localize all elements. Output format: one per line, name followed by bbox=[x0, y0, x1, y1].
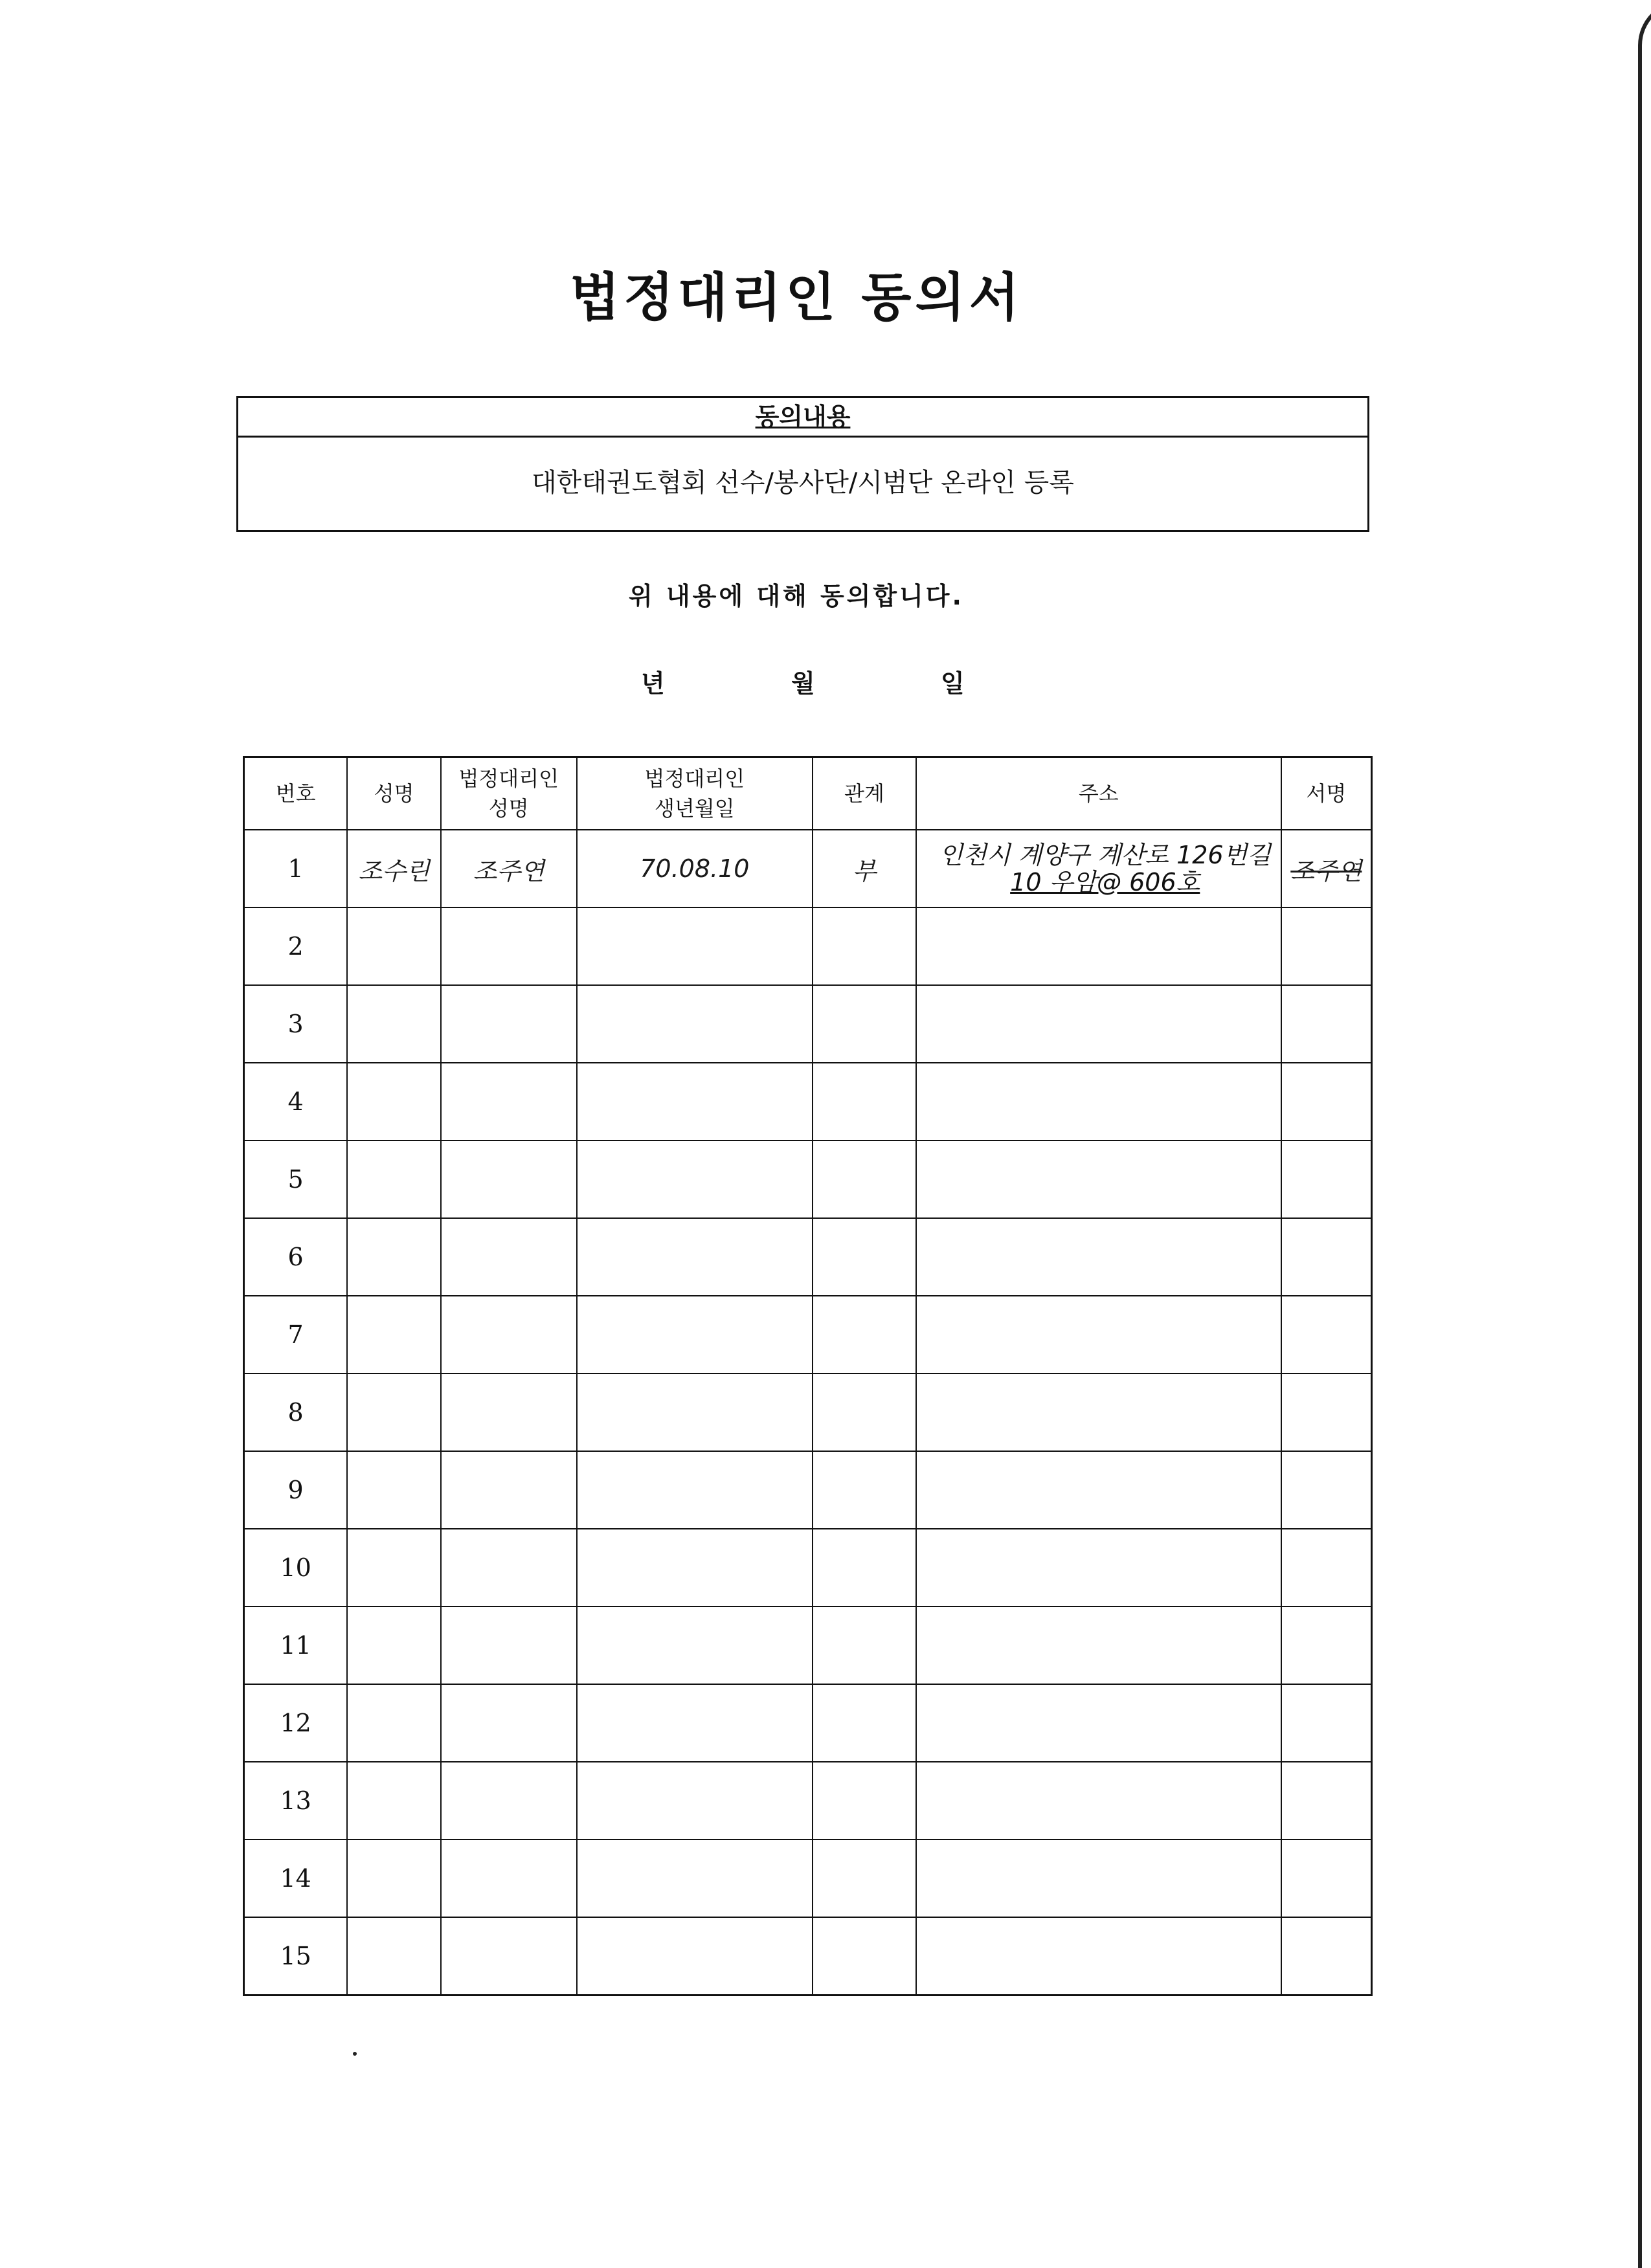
row-guardian-birth bbox=[577, 985, 813, 1063]
header-guardian-name-l1: 법정대리인 bbox=[458, 766, 559, 791]
row-guardian-birth: 70.08.10 bbox=[577, 830, 813, 907]
row-guardian-birth bbox=[577, 1529, 813, 1606]
table-row bbox=[244, 1140, 1372, 1218]
table-body bbox=[244, 830, 1372, 1996]
row-guardian-name bbox=[441, 907, 577, 985]
table-row bbox=[244, 1218, 1372, 1296]
row-guardian-name bbox=[441, 985, 577, 1063]
row-signature bbox=[1281, 1606, 1372, 1684]
row-guardian-birth bbox=[577, 1296, 813, 1373]
row-guardian-name: 조주연 bbox=[441, 830, 577, 907]
row-address bbox=[916, 1140, 1281, 1218]
consent-content: 대한태권도협회 선수/봉사단/시범단 온라인 등록 bbox=[532, 468, 1074, 498]
row-no: 4 bbox=[244, 1063, 348, 1140]
table-row bbox=[244, 1917, 1372, 1996]
table-row bbox=[244, 1684, 1372, 1762]
row-no: 6 bbox=[244, 1218, 348, 1296]
row-guardian-birth bbox=[577, 1373, 813, 1451]
row-name: 조수린 bbox=[347, 830, 441, 907]
row-no: 7 bbox=[244, 1296, 348, 1373]
row-guardian-name bbox=[441, 1063, 577, 1140]
row-name bbox=[347, 1451, 441, 1529]
row-address bbox=[916, 907, 1281, 985]
row-guardian-name bbox=[441, 1451, 577, 1529]
row-relation bbox=[813, 1529, 916, 1606]
row-signature: 조주연 bbox=[1281, 830, 1372, 907]
row-address bbox=[916, 1606, 1281, 1684]
row-name bbox=[347, 1218, 441, 1296]
row-relation bbox=[813, 1840, 916, 1917]
header-guardian-birth-l2: 생년월일 bbox=[655, 796, 735, 821]
table-row bbox=[244, 830, 1372, 907]
row-signature bbox=[1281, 1218, 1372, 1296]
row-relation bbox=[813, 1762, 916, 1840]
row-signature bbox=[1281, 1529, 1372, 1606]
row-guardian-birth bbox=[577, 1606, 813, 1684]
page-edge bbox=[1638, 0, 1651, 2268]
row-guardian-name bbox=[441, 1606, 577, 1684]
agree-statement: 위 내용에 대해 동의합니다. bbox=[629, 582, 964, 610]
row-guardian-name bbox=[441, 1840, 577, 1917]
row-signature bbox=[1281, 1140, 1372, 1218]
row-no: 12 bbox=[244, 1684, 348, 1762]
table-row bbox=[244, 1451, 1372, 1529]
row-signature bbox=[1281, 1373, 1372, 1451]
row-no: 10 bbox=[244, 1529, 348, 1606]
row-relation bbox=[813, 1373, 916, 1451]
row-name bbox=[347, 1529, 441, 1606]
row-address bbox=[916, 1218, 1281, 1296]
row-address bbox=[916, 1840, 1281, 1917]
row-name bbox=[347, 1140, 441, 1218]
row-signature bbox=[1281, 907, 1372, 985]
row-address bbox=[916, 1684, 1281, 1762]
row-guardian-birth bbox=[577, 1063, 813, 1140]
row-guardian-name bbox=[441, 1529, 577, 1606]
table-row bbox=[244, 1529, 1372, 1606]
row-no: 13 bbox=[244, 1762, 348, 1840]
row-address-line2: 10 우암@ 606호 bbox=[1010, 868, 1200, 896]
row-signature bbox=[1281, 1762, 1372, 1840]
row-guardian-name bbox=[441, 1373, 577, 1451]
table-row bbox=[244, 1373, 1372, 1451]
document-title: 법정대리인 동의서 bbox=[569, 267, 1024, 328]
row-guardian-name bbox=[441, 1296, 577, 1373]
row-relation bbox=[813, 1140, 916, 1218]
row-address bbox=[916, 1063, 1281, 1140]
table-row bbox=[244, 1762, 1372, 1840]
row-relation bbox=[813, 1917, 916, 1996]
row-no: 15 bbox=[244, 1917, 348, 1996]
row-name bbox=[347, 1606, 441, 1684]
row-relation bbox=[813, 985, 916, 1063]
row-address-line1: 인천시 계양구 계산로 126번길 bbox=[939, 841, 1272, 869]
row-guardian-name bbox=[441, 1218, 577, 1296]
date-day-label: 일 bbox=[941, 669, 965, 698]
table-row bbox=[244, 1840, 1372, 1917]
table-row bbox=[244, 1063, 1372, 1140]
row-signature bbox=[1281, 1840, 1372, 1917]
registration-table bbox=[243, 756, 1373, 1996]
row-address bbox=[916, 830, 1281, 907]
table-row bbox=[244, 907, 1372, 985]
row-address bbox=[916, 1373, 1281, 1451]
header-signature: 서명 bbox=[1281, 757, 1372, 830]
row-name bbox=[347, 1373, 441, 1451]
row-no: 9 bbox=[244, 1451, 348, 1529]
date-year-label: 년 bbox=[641, 669, 665, 698]
row-name bbox=[347, 1762, 441, 1840]
row-no: 3 bbox=[244, 985, 348, 1063]
row-guardian-birth bbox=[577, 1140, 813, 1218]
row-guardian-birth bbox=[577, 1840, 813, 1917]
row-relation: 부 bbox=[813, 830, 916, 907]
row-address bbox=[916, 1451, 1281, 1529]
row-guardian-name bbox=[441, 1762, 577, 1840]
row-relation bbox=[813, 1451, 916, 1529]
row-address bbox=[916, 1529, 1281, 1606]
row-name bbox=[347, 1684, 441, 1762]
row-relation bbox=[813, 1063, 916, 1140]
row-name bbox=[347, 985, 441, 1063]
row-name bbox=[347, 1917, 441, 1996]
row-guardian-birth bbox=[577, 907, 813, 985]
row-name bbox=[347, 907, 441, 985]
row-no: 14 bbox=[244, 1840, 348, 1917]
row-signature bbox=[1281, 1917, 1372, 1996]
row-address bbox=[916, 985, 1281, 1063]
table-row bbox=[244, 1606, 1372, 1684]
header-no: 번호 bbox=[244, 757, 348, 830]
row-signature bbox=[1281, 1296, 1372, 1373]
row-guardian-birth bbox=[577, 1684, 813, 1762]
row-no: 5 bbox=[244, 1140, 348, 1218]
table-row bbox=[244, 1296, 1372, 1373]
row-name bbox=[347, 1296, 441, 1373]
row-name bbox=[347, 1063, 441, 1140]
row-guardian-birth bbox=[577, 1451, 813, 1529]
row-no: 1 bbox=[244, 830, 348, 907]
consent-header bbox=[238, 398, 1367, 438]
row-address bbox=[916, 1917, 1281, 1996]
consent-box bbox=[236, 396, 1369, 532]
header-guardian-birth-l1: 법정대리인 bbox=[644, 766, 745, 791]
header-name: 성명 bbox=[347, 757, 441, 830]
header-guardian-name bbox=[441, 757, 577, 830]
row-guardian-birth bbox=[577, 1762, 813, 1840]
row-no: 2 bbox=[244, 907, 348, 985]
row-relation bbox=[813, 907, 916, 985]
row-guardian-birth bbox=[577, 1917, 813, 1996]
header-guardian-name-l2: 성명 bbox=[488, 796, 529, 821]
row-relation bbox=[813, 1296, 916, 1373]
row-relation bbox=[813, 1684, 916, 1762]
header-relation: 관계 bbox=[813, 757, 916, 830]
row-address bbox=[916, 1296, 1281, 1373]
row-relation bbox=[813, 1218, 916, 1296]
consent-header-label: 동의내용 bbox=[755, 403, 851, 431]
row-name bbox=[347, 1840, 441, 1917]
row-guardian-name bbox=[441, 1917, 577, 1996]
row-signature bbox=[1281, 985, 1372, 1063]
row-signature bbox=[1281, 1451, 1372, 1529]
row-guardian-name bbox=[441, 1684, 577, 1762]
row-signature bbox=[1281, 1684, 1372, 1762]
row-guardian-birth bbox=[577, 1218, 813, 1296]
row-no: 11 bbox=[244, 1606, 348, 1684]
row-no: 8 bbox=[244, 1373, 348, 1451]
table-row bbox=[244, 985, 1372, 1063]
table-header-row bbox=[244, 757, 1372, 830]
row-guardian-name bbox=[441, 1140, 577, 1218]
header-guardian-birth bbox=[577, 757, 813, 830]
row-address bbox=[916, 1762, 1281, 1840]
row-signature bbox=[1281, 1063, 1372, 1140]
header-address: 주소 bbox=[916, 757, 1281, 830]
row-relation bbox=[813, 1606, 916, 1684]
scan-speck bbox=[353, 2052, 357, 2056]
date-month-label: 월 bbox=[791, 669, 815, 698]
